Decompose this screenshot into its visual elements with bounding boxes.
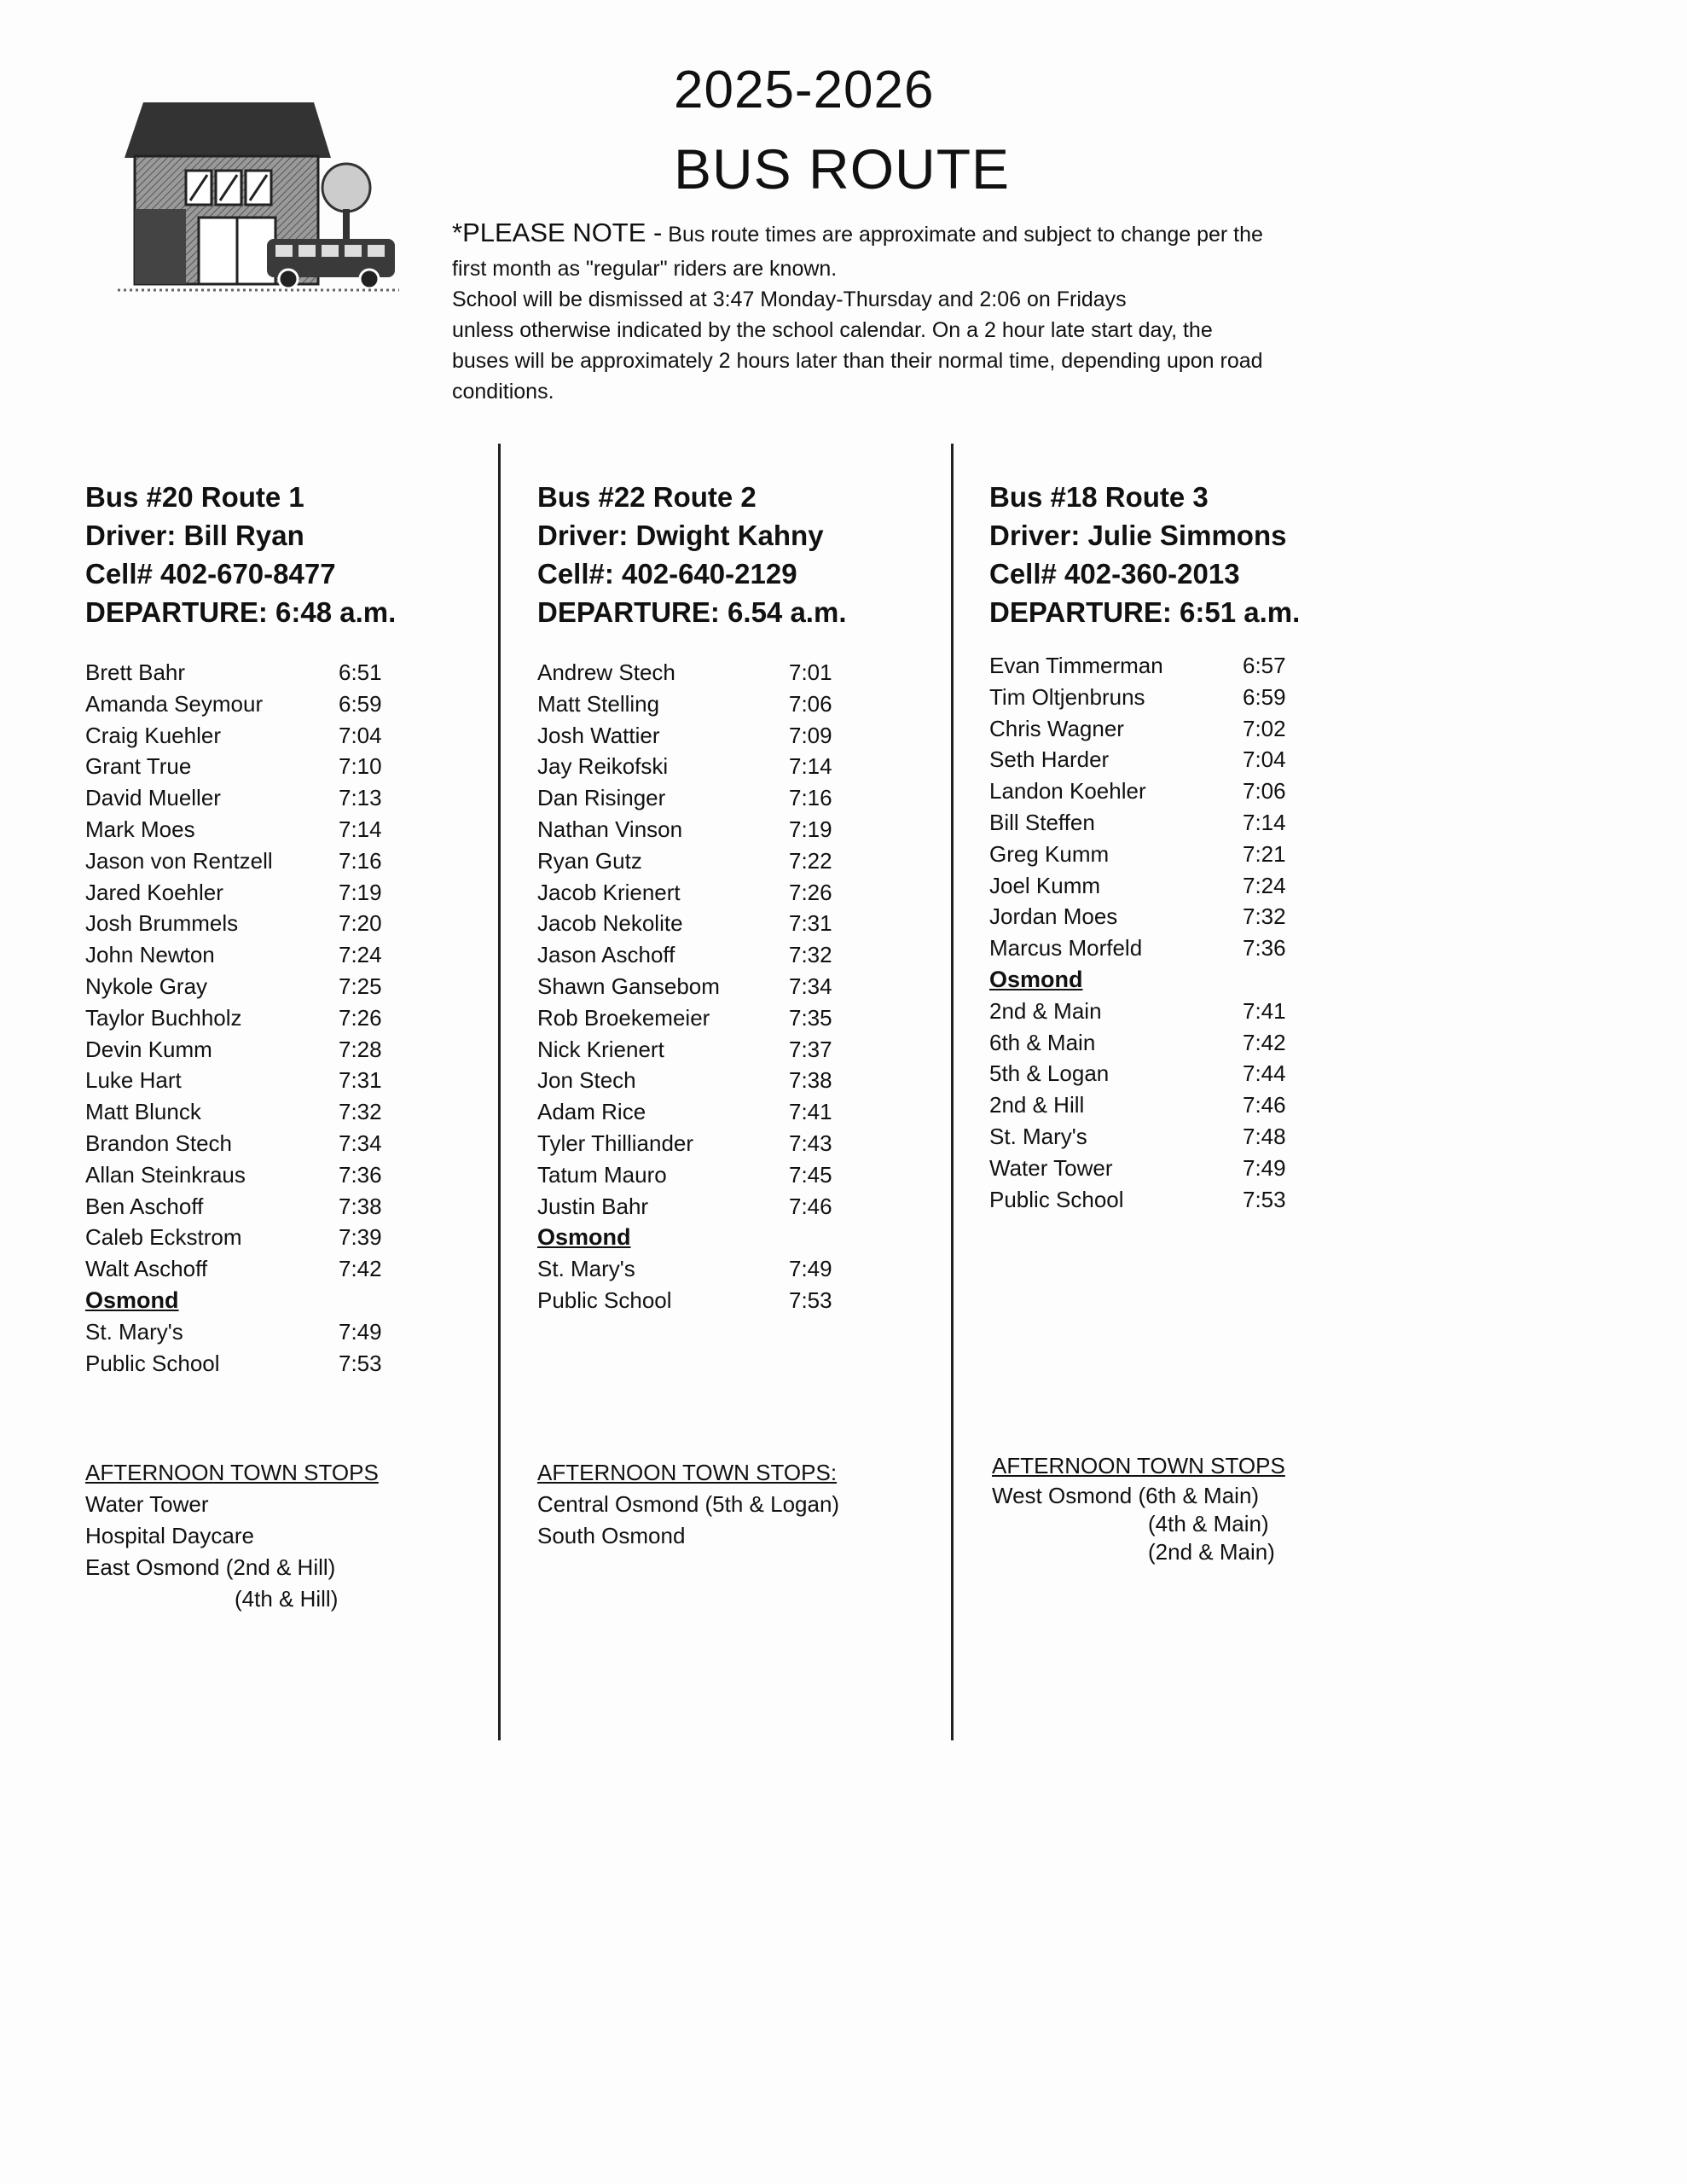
column-divider — [498, 444, 501, 1740]
stop-name: Jacob Krienert — [537, 879, 681, 905]
afternoon-stop: (4th & Hill) — [235, 1586, 339, 1612]
stop-name: Landon Koehler — [989, 778, 1146, 804]
stop-name: Matt Blunck — [85, 1099, 201, 1125]
stop-row — [989, 996, 1373, 1027]
stop-time: 7:06 — [1243, 778, 1286, 804]
note-label: *PLEASE NOTE - — [452, 218, 663, 247]
stop-time: 7:49 — [1243, 1154, 1286, 1181]
stop-time: 7:45 — [789, 1161, 832, 1188]
stop-name: Jay Reikofski — [537, 753, 669, 780]
stop-time: 7:44 — [1243, 1060, 1286, 1087]
stop-row — [537, 877, 921, 909]
route-1-column — [85, 478, 469, 1379]
driver-name: Driver: Bill Ryan — [85, 520, 304, 551]
note-line-5: buses will be approximately 2 hours later than their normal time, depending upon road — [452, 349, 1263, 373]
note-line-1 — [452, 218, 1263, 250]
stop-row — [537, 971, 921, 1002]
stop-name: Devin Kumm — [85, 1036, 212, 1062]
stop-row — [989, 682, 1373, 713]
stop-name: Luke Hart — [85, 1067, 182, 1094]
stop-time: 7:35 — [789, 1004, 832, 1031]
note-line-4: unless otherwise indicated by the school calendar. On a 2 hour late start day, the — [452, 318, 1213, 342]
stop-row — [85, 971, 469, 1002]
afternoon-stop: Water Tower — [85, 1491, 209, 1517]
stop-row — [537, 1034, 921, 1066]
departure-time: DEPARTURE: 6:51 a.m. — [989, 596, 1301, 628]
stop-name: Nathan Vinson — [537, 816, 683, 842]
stop-time: 7:41 — [789, 1099, 832, 1125]
stop-row — [85, 814, 469, 845]
stop-time: 6:59 — [1243, 683, 1286, 710]
stop-list — [989, 650, 1373, 1215]
stop-row — [85, 939, 469, 971]
stop-name: Marcus Morfeld — [989, 935, 1143, 961]
stop-time: 7:14 — [789, 753, 832, 780]
stop-row — [989, 839, 1373, 870]
stop-row — [989, 1184, 1373, 1216]
stop-time: 7:16 — [789, 785, 832, 811]
stop-row — [85, 1002, 469, 1034]
driver-cell: Cell#: 402-640-2129 — [537, 558, 797, 590]
stop-name: John Newton — [85, 942, 215, 968]
stop-name: Caleb Eckstrom — [85, 1224, 242, 1251]
stop-name: 2nd & Hill — [989, 1092, 1085, 1118]
stop-row — [85, 1191, 469, 1223]
driver-cell: Cell# 402-360-2013 — [989, 558, 1240, 590]
stop-row — [85, 1065, 469, 1096]
stop-row — [537, 1191, 921, 1223]
stop-time: 7:19 — [789, 816, 832, 842]
stop-name: Rob Broekemeier — [537, 1004, 710, 1031]
stop-row — [85, 720, 469, 752]
stop-time: 7:26 — [789, 879, 832, 905]
afternoon-stop: East Osmond (2nd & Hill) — [85, 1554, 336, 1580]
stop-time: 7:01 — [789, 659, 832, 685]
stop-time: 7:37 — [789, 1036, 832, 1062]
stop-name: Jacob Nekolite — [537, 910, 683, 937]
town-heading: Osmond — [537, 1224, 631, 1251]
stop-time: 7:31 — [339, 1067, 382, 1094]
afternoon-stop: Central Osmond (5th & Logan) — [537, 1491, 840, 1517]
stop-time: 7:04 — [1243, 746, 1286, 773]
stop-time: 7:49 — [339, 1318, 382, 1345]
stop-name: Seth Harder — [989, 746, 1110, 773]
stop-time: 7:49 — [789, 1256, 832, 1282]
stop-time: 7:25 — [339, 973, 382, 999]
stop-time: 7:22 — [789, 847, 832, 874]
stop-name: Brett Bahr — [85, 659, 186, 685]
stop-name: Joel Kumm — [989, 872, 1101, 898]
bus-number: Bus #18 Route 3 — [989, 481, 1209, 513]
stop-time: 7:48 — [1243, 1123, 1286, 1149]
stop-name: St. Mary's — [537, 1256, 635, 1282]
stop-time: 7:06 — [789, 690, 832, 717]
stop-name: Jon Stech — [537, 1067, 636, 1094]
stop-time: 7:24 — [339, 942, 382, 968]
note-line-3: School will be dismissed at 3:47 Monday-Thursday and 2:06 on Fridays — [452, 288, 1127, 311]
stop-time: 7:38 — [789, 1067, 832, 1094]
stop-name: Tyler Thilliander — [537, 1130, 694, 1156]
afternoon-stops-route-1 — [85, 1457, 379, 1615]
stop-name: Ben Aschoff — [85, 1193, 204, 1219]
stop-time: 7:36 — [339, 1161, 382, 1188]
stop-name: Greg Kumm — [989, 840, 1110, 867]
stop-time: 7:32 — [1243, 903, 1286, 930]
stop-time: 7:26 — [339, 1004, 382, 1031]
stop-row — [989, 1027, 1373, 1059]
departure-time: DEPARTURE: 6.54 a.m. — [537, 596, 847, 628]
stop-row — [989, 1058, 1373, 1089]
stop-name: Bill Steffen — [989, 809, 1095, 835]
stop-time: 7:14 — [339, 816, 382, 842]
stop-row — [85, 845, 469, 877]
note-line-6: conditions. — [452, 380, 554, 404]
stop-row — [85, 1096, 469, 1128]
stop-row — [85, 1222, 469, 1253]
departure-time: DEPARTURE: 6:48 a.m. — [85, 596, 397, 628]
stop-time: 7:34 — [789, 973, 832, 999]
stop-list — [85, 657, 469, 1379]
stop-name: Dan Risinger — [537, 785, 666, 811]
stop-time: 7:04 — [339, 722, 382, 748]
stop-time: 7:42 — [339, 1256, 382, 1282]
stop-name: Matt Stelling — [537, 690, 660, 717]
stop-name: Jordan Moes — [989, 903, 1118, 930]
stop-row — [537, 657, 921, 688]
stop-time: 6:59 — [339, 690, 382, 717]
stop-name: 6th & Main — [989, 1029, 1096, 1055]
stop-time: 7:39 — [339, 1224, 382, 1251]
stop-row — [989, 870, 1373, 902]
afternoon-title: AFTERNOON TOWN STOPS — [992, 1453, 1285, 1478]
afternoon-stops-route-3 — [992, 1450, 1285, 1566]
stop-time: 7:41 — [1243, 997, 1286, 1024]
stop-name: Tim Oltjenbruns — [989, 683, 1145, 710]
stop-time: 7:53 — [1243, 1186, 1286, 1212]
school-year: 2025-2026 — [674, 61, 935, 119]
stop-name: St. Mary's — [989, 1123, 1087, 1149]
stop-name: Jared Koehler — [85, 879, 223, 905]
stop-name: Chris Wagner — [989, 715, 1124, 741]
bus-number: Bus #20 Route 1 — [85, 481, 304, 513]
stop-row — [537, 845, 921, 877]
stop-name: 5th & Logan — [989, 1060, 1110, 1087]
afternoon-stops-route-2 — [537, 1457, 839, 1552]
stop-name: Grant True — [85, 753, 192, 780]
stop-row — [537, 1096, 921, 1128]
town-heading: Osmond — [989, 966, 1083, 992]
afternoon-title: AFTERNOON TOWN STOPS — [85, 1460, 379, 1485]
stop-time: 6:51 — [339, 659, 382, 685]
stop-name: 2nd & Main — [989, 997, 1102, 1024]
stop-row — [989, 807, 1373, 839]
stop-list — [537, 657, 921, 1316]
stop-row — [989, 744, 1373, 775]
stop-name: Craig Kuehler — [85, 722, 221, 748]
stop-name: Amanda Seymour — [85, 690, 264, 717]
stop-time: 7:13 — [339, 785, 382, 811]
stop-time: 7:28 — [339, 1036, 382, 1062]
stop-time: 7:32 — [339, 1099, 382, 1125]
stop-row — [85, 877, 469, 909]
stop-name: David Mueller — [85, 785, 221, 811]
stop-time: 7:19 — [339, 879, 382, 905]
stop-time: 7:21 — [1243, 840, 1286, 867]
stop-time: 7:38 — [339, 1193, 382, 1219]
stop-row — [537, 1285, 921, 1316]
stop-time: 7:46 — [789, 1193, 832, 1219]
afternoon-stop: South Osmond — [537, 1523, 686, 1548]
stop-name: Ryan Gutz — [537, 847, 642, 874]
stop-time: 7:43 — [789, 1130, 832, 1156]
stop-time: 7:09 — [789, 722, 832, 748]
stop-time: 7:16 — [339, 847, 382, 874]
stop-name: Public School — [537, 1287, 672, 1313]
stop-time: 7:02 — [1243, 715, 1286, 741]
stop-name: Public School — [989, 1186, 1124, 1212]
route-3-column — [989, 478, 1373, 1215]
stop-name: Shawn Gansebom — [537, 973, 720, 999]
stop-name: Walt Aschoff — [85, 1256, 208, 1282]
note-text: Bus route times are approximate and subject to change per the — [662, 223, 1263, 247]
driver-cell: Cell# 402-670-8477 — [85, 558, 336, 590]
stop-row — [85, 782, 469, 814]
afternoon-stop: (4th & Main) — [1148, 1511, 1269, 1536]
stop-row — [85, 1316, 469, 1348]
driver-name: Driver: Julie Simmons — [989, 520, 1287, 551]
page-title: BUS ROUTE — [674, 137, 1011, 200]
stop-name: Justin Bahr — [537, 1193, 649, 1219]
driver-name: Driver: Dwight Kahny — [537, 520, 824, 551]
stop-name: Evan Timmerman — [989, 653, 1163, 678]
stop-name: Tatum Mauro — [537, 1161, 667, 1188]
stop-row — [85, 657, 469, 688]
stop-row — [537, 720, 921, 752]
stop-row — [537, 782, 921, 814]
stop-row — [85, 688, 469, 720]
stop-time: 7:36 — [1243, 935, 1286, 961]
stop-name: Water Tower — [989, 1154, 1113, 1181]
town-heading: Osmond — [85, 1287, 179, 1313]
stop-time: 7:20 — [339, 910, 382, 937]
column-divider — [951, 444, 954, 1740]
stop-row — [537, 1253, 921, 1285]
stop-row — [537, 908, 921, 939]
stop-row — [989, 932, 1373, 964]
stop-row — [537, 1128, 921, 1159]
stop-time: 7:10 — [339, 753, 382, 780]
stop-time: 7:24 — [1243, 872, 1286, 898]
stop-name: Andrew Stech — [537, 659, 675, 685]
stop-name: Josh Brummels — [85, 910, 239, 937]
stop-row — [85, 1034, 469, 1066]
stop-row — [989, 1121, 1373, 1153]
stop-row — [537, 814, 921, 845]
stop-time: 7:14 — [1243, 809, 1286, 835]
stop-time: 7:53 — [789, 1287, 832, 1313]
stop-row — [989, 1089, 1373, 1121]
stop-name: Nykole Gray — [85, 973, 208, 999]
school-bus-logo-icon — [118, 98, 408, 296]
route-2-column — [537, 478, 921, 1316]
stop-time: 6:57 — [1243, 653, 1286, 678]
stop-row — [85, 1159, 469, 1191]
afternoon-stop: (2nd & Main) — [1148, 1539, 1275, 1565]
stop-name: Mark Moes — [85, 816, 195, 842]
stop-name: Taylor Buchholz — [85, 1004, 242, 1031]
stop-time: 7:46 — [1243, 1092, 1286, 1118]
stop-row — [537, 939, 921, 971]
stop-name: Nick Krienert — [537, 1036, 664, 1062]
stop-row — [989, 901, 1373, 932]
stop-row — [537, 1065, 921, 1096]
stop-time: 7:32 — [789, 942, 832, 968]
stop-row — [537, 1159, 921, 1191]
note-line-2: first month as "regular" riders are known. — [452, 257, 838, 281]
stop-time: 7:53 — [339, 1350, 382, 1376]
stop-name: Public School — [85, 1350, 220, 1376]
stop-time: 7:34 — [339, 1130, 382, 1156]
stop-row — [85, 1128, 469, 1159]
stop-row — [989, 775, 1373, 807]
afternoon-title: AFTERNOON TOWN STOPS: — [537, 1460, 838, 1485]
stop-row — [85, 1253, 469, 1285]
stop-row — [537, 688, 921, 720]
stop-row — [85, 1348, 469, 1380]
stop-name: Brandon Stech — [85, 1130, 233, 1156]
afternoon-stop: West Osmond (6th & Main) — [992, 1483, 1260, 1508]
stop-name: Adam Rice — [537, 1099, 646, 1125]
afternoon-stop: Hospital Daycare — [85, 1523, 254, 1548]
stop-name: Jason von Rentzell — [85, 847, 273, 874]
bus-number: Bus #22 Route 2 — [537, 481, 757, 513]
stop-row — [989, 650, 1373, 682]
stop-row — [989, 713, 1373, 745]
stop-row — [537, 1002, 921, 1034]
stop-name: St. Mary's — [85, 1318, 183, 1345]
stop-name: Josh Wattier — [537, 722, 660, 748]
stop-name: Jason Aschoff — [537, 942, 675, 968]
stop-row — [989, 1153, 1373, 1184]
stop-time: 7:42 — [1243, 1029, 1286, 1055]
stop-time: 7:31 — [789, 910, 832, 937]
stop-row — [85, 751, 469, 782]
stop-row — [85, 908, 469, 939]
stop-name: Allan Steinkraus — [85, 1161, 246, 1188]
stop-row — [537, 751, 921, 782]
